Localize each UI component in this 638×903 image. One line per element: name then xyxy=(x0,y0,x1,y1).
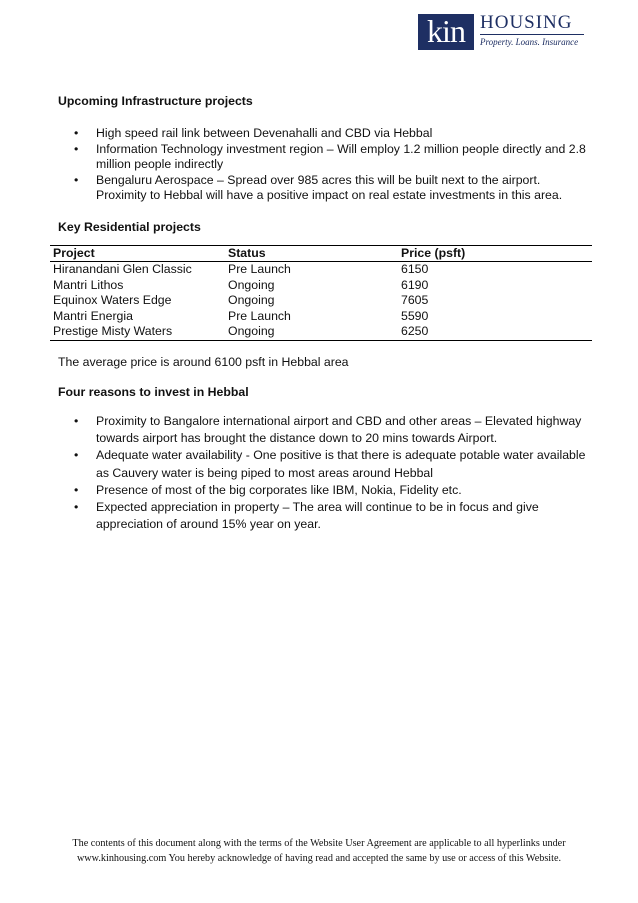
list-item: • Expected appreciation in property – The area will continue to be in focus and give appreciation of around 15% year on year. xyxy=(58,499,592,533)
table-cell: 7605 xyxy=(401,293,429,307)
logo-text xyxy=(480,14,584,52)
table-cell: Ongoing xyxy=(228,324,275,338)
table-cell: Ongoing xyxy=(228,277,275,292)
list-item: • Proximity to Bangalore international airport and CBD and other areas – Elevated highway towards airport has brought the distance down to 20 mins towards Airport. xyxy=(58,413,592,447)
reasons-list xyxy=(58,413,592,533)
table-cell: Pre Launch xyxy=(228,262,291,276)
column-header: Project xyxy=(50,246,225,262)
table-row xyxy=(50,262,592,278)
company-logo xyxy=(418,14,584,52)
table-cell: Prestige Misty Waters xyxy=(53,324,173,338)
logo-name: HOUSING xyxy=(480,12,573,33)
table-row xyxy=(50,293,592,309)
table-row xyxy=(50,278,592,294)
table-header-row xyxy=(50,246,592,262)
logo-tagline: Property. Loans. Insurance xyxy=(480,37,579,47)
table-row xyxy=(50,309,592,325)
table-cell: Hiranandani Glen Classic xyxy=(53,262,192,276)
table-cell: Mantri Lithos xyxy=(53,277,124,292)
footer-line: www.kinhousing.com You hereby acknowledge of having read and accepted the same by use or access of this Website. xyxy=(76,853,562,864)
column-header: Status xyxy=(225,246,398,262)
logo-divider xyxy=(480,34,584,35)
residential-projects-table xyxy=(50,245,592,341)
table-cell: 6150 xyxy=(401,262,429,276)
table-cell: 6250 xyxy=(401,324,429,338)
table-cell: Pre Launch xyxy=(228,308,291,323)
footer-line: The contents of this document along with the terms of the Website User Agreement are applicable to all hyperlinks under xyxy=(72,838,566,849)
table-cell: Equinox Waters Edge xyxy=(53,293,172,307)
reasons-heading: Four reasons to invest in Hebbal xyxy=(58,385,249,399)
column-header: Price (psft) xyxy=(398,246,592,262)
logo-mark: kin xyxy=(418,14,474,50)
infrastructure-list xyxy=(58,126,592,204)
table-cell: 6190 xyxy=(401,277,429,292)
list-item: • Information Technology investment region – Will employ 1.2 million people directly and 2.8 million people indirectly xyxy=(58,142,592,173)
table-cell: Mantri Energia xyxy=(53,308,133,323)
average-price-note: The average price is around 6100 psft in Hebbal area xyxy=(58,355,349,369)
disclaimer-footer xyxy=(0,836,638,866)
residential-heading: Key Residential projects xyxy=(58,220,201,234)
infrastructure-heading: Upcoming Infrastructure projects xyxy=(58,94,253,108)
table-cell: 5590 xyxy=(401,308,429,323)
table-row xyxy=(50,324,592,340)
list-item: • Adequate water availability - One positive is that there is adequate potable water available as Cauvery water is being piped to most areas around Hebbal xyxy=(58,447,592,481)
list-item: • Presence of most of the big corporates like IBM, Nokia, Fidelity etc. xyxy=(58,482,592,499)
list-item: • High speed rail link between Devenahalli and CBD via Hebbal xyxy=(58,126,592,142)
table-cell: Ongoing xyxy=(228,293,275,307)
list-item: • Bengaluru Aerospace – Spread over 985 acres this will be built next to the airport. Proximity to Hebbal will have a positive impact on real estate investments in this area. xyxy=(58,173,592,204)
